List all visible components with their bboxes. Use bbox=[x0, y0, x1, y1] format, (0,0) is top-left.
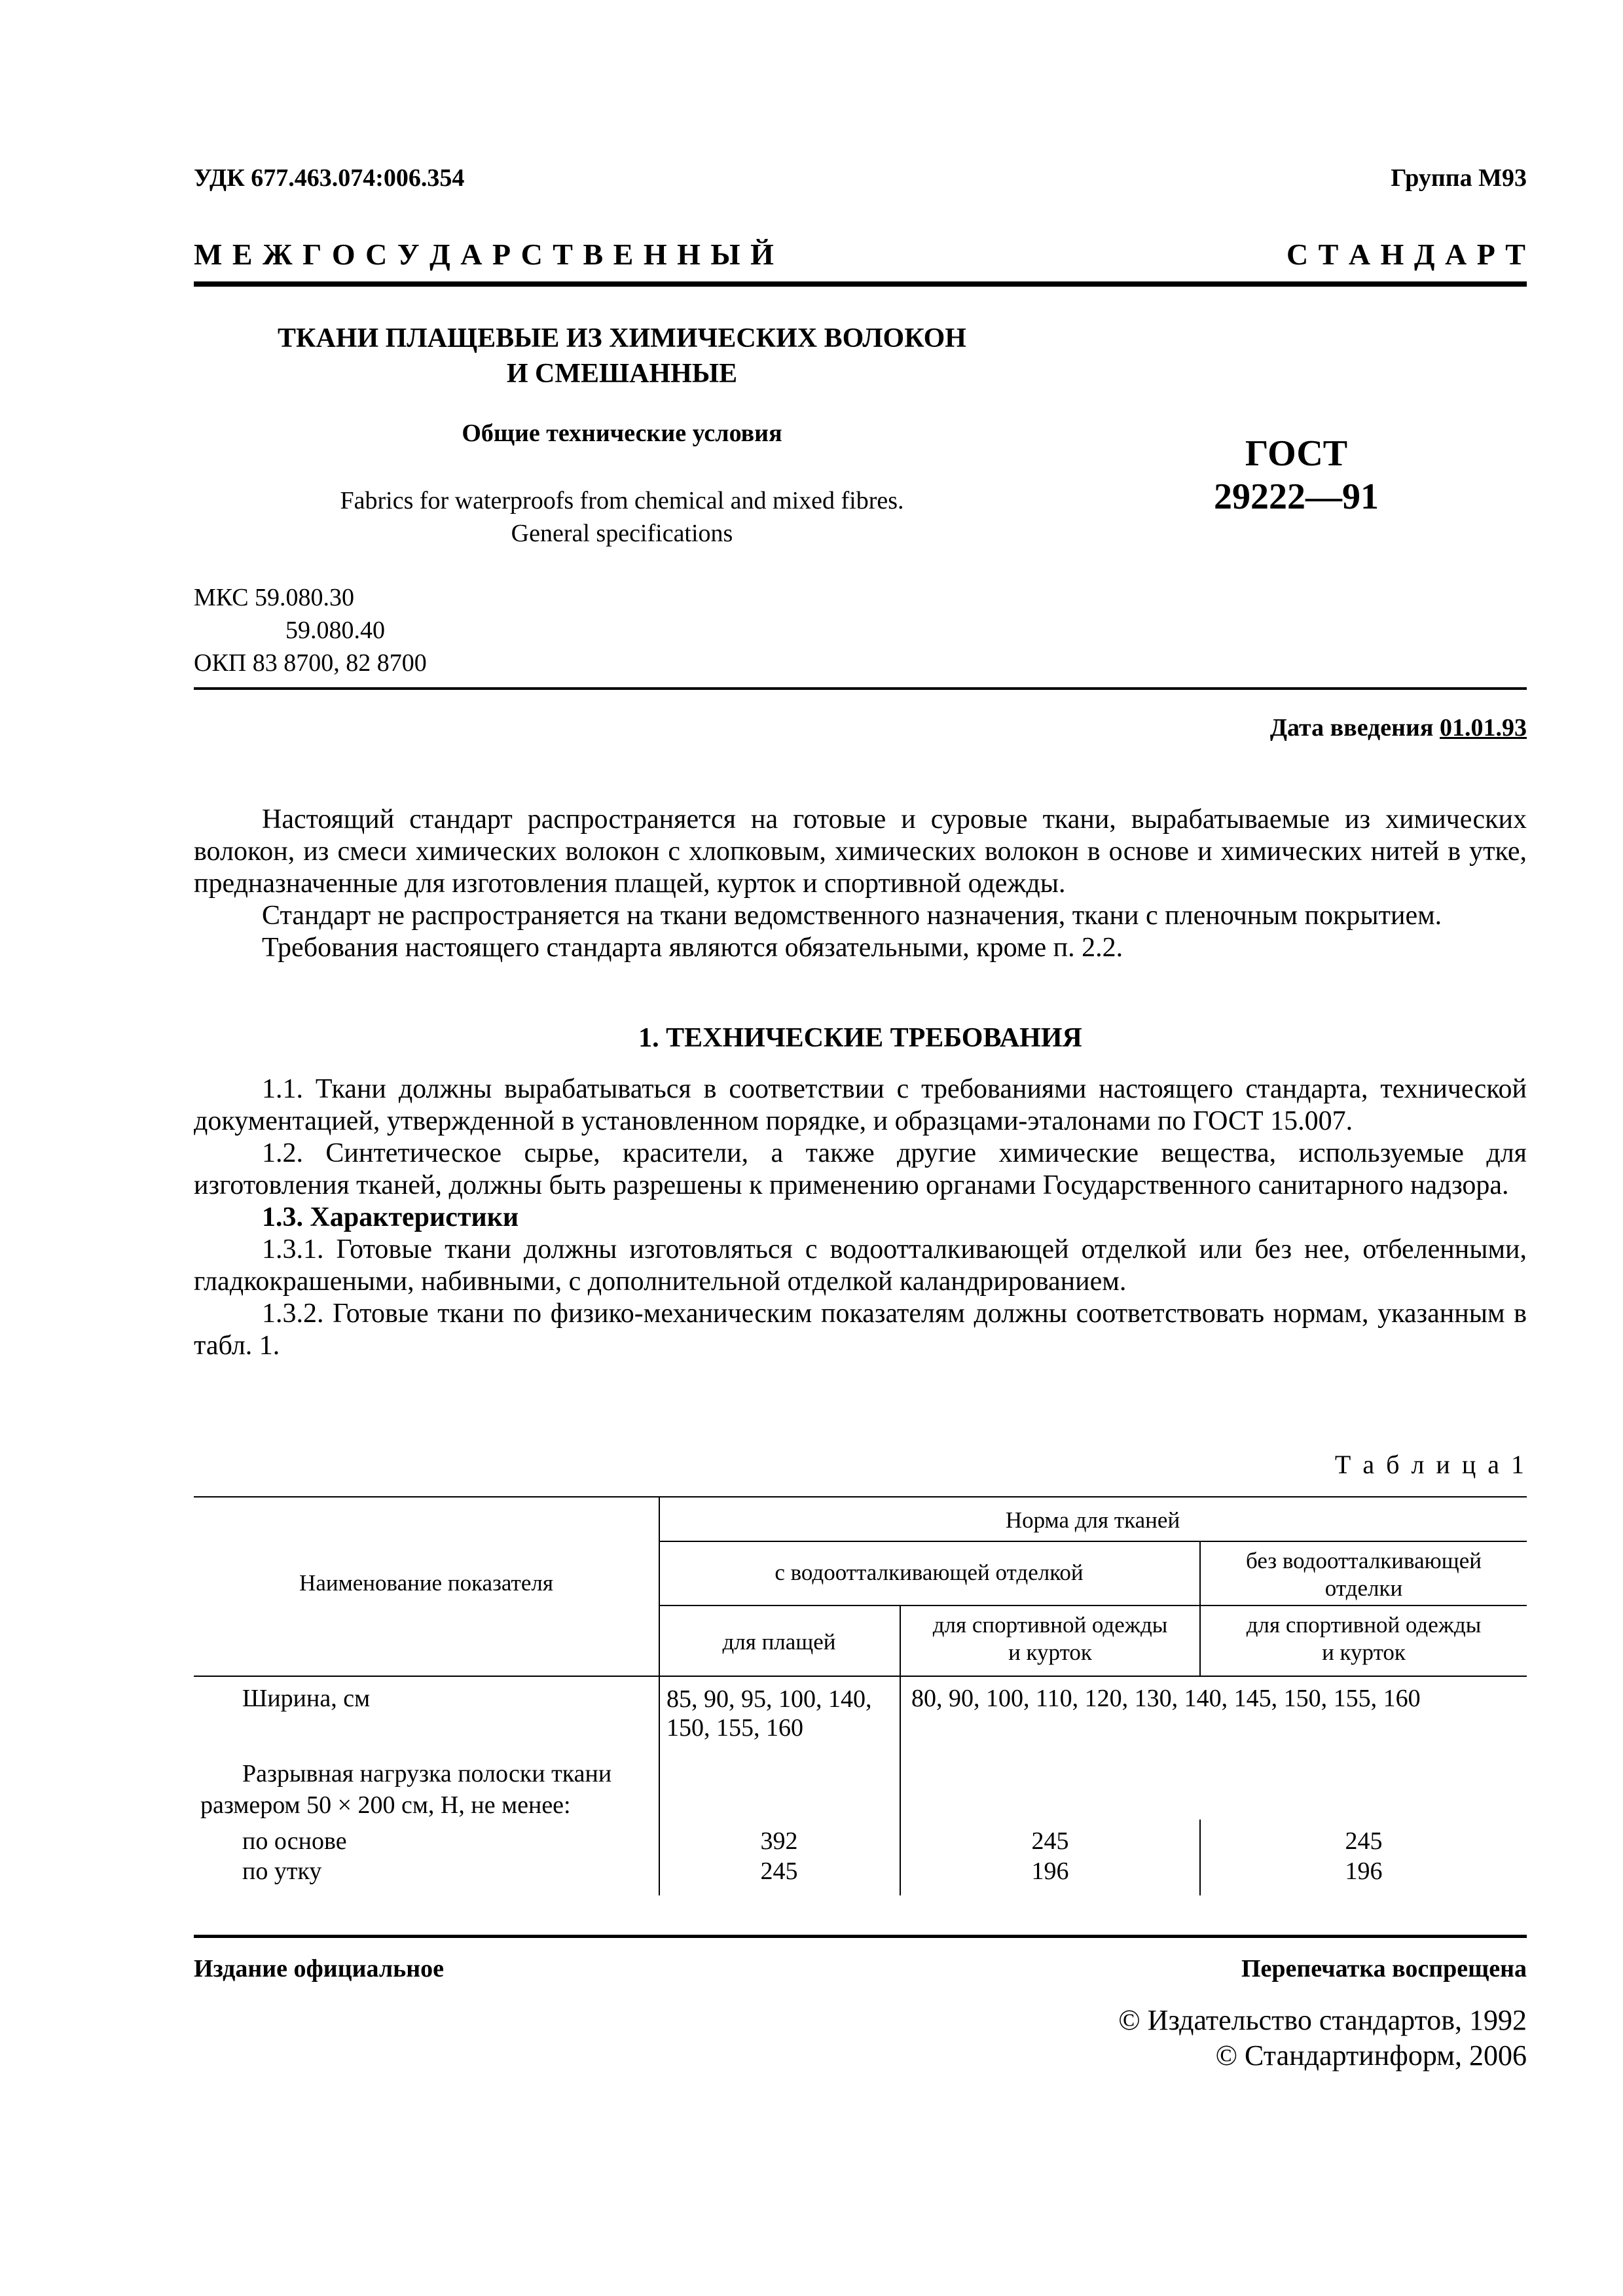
header-thick-rule bbox=[194, 281, 1527, 287]
document-subtitle: Общие технические условия bbox=[462, 420, 782, 447]
th-sport-line-1: для спортивной одежды bbox=[932, 1612, 1168, 1638]
col-sport-values bbox=[901, 1826, 1199, 1886]
intro-paragraph-1: Настоящий стандарт распространяется на готовые и суровые ткани, вырабатываемые из химических волокон, из смеси химических волокон с хлопковым, химических волокон в основе и химических нитей в утке, предназначенные для изготовления плащей, курток и спортивной одежды. bbox=[194, 804, 1527, 899]
standard-word-interstate: М Е Ж Г О С У Д А Р С Т В Е Н Н Ы Й bbox=[194, 238, 775, 271]
clause-1-3-1: 1.3.1. Готовые ткани должны изготовляться с водоотталкивающей отделкой или без нее, отбеленными, гладкокрашеными, набивными, с дополнительной отделкой каландрированием. bbox=[194, 1234, 1527, 1297]
row-warp-label: по основе bbox=[242, 1827, 347, 1855]
table-header-bottom-rule bbox=[194, 1676, 1527, 1677]
row-load-directions bbox=[242, 1826, 347, 1886]
th-indicator: Наименование показателя bbox=[299, 1570, 553, 1596]
english-title bbox=[216, 484, 1028, 550]
introduction-date-label: Дата введения bbox=[1269, 714, 1434, 742]
official-edition: Издание официальное bbox=[194, 1955, 445, 1982]
th-with-finish: с водоотталкивающей отделкой bbox=[775, 1560, 1084, 1585]
footer-rule bbox=[194, 1935, 1527, 1938]
th-sport-with-finish bbox=[901, 1611, 1199, 1666]
row-width-label: Ширина, см bbox=[242, 1685, 371, 1712]
th-without-finish bbox=[1201, 1547, 1527, 1602]
english-title-line-1: Fabrics for waterproofs from chemical and mixed fibres. bbox=[340, 487, 904, 514]
reprint-prohibited: Перепечатка воспрещена bbox=[1241, 1955, 1527, 1982]
intro-paragraph-3: Требования настоящего стандарта являются обязательными, кроме п. 2.2. bbox=[262, 933, 1123, 963]
clause-1-3-2: 1.3.2. Готовые ткани по физико-механическим показателям должны соответствовать нормам, указанным в табл. 1. bbox=[194, 1299, 1527, 1361]
intro-paragraph-2: Стандарт не распространяется на ткани ведомственного назначения, ткани с пленочным покрытием. bbox=[262, 901, 1442, 931]
copyright-line-2: © Стандартинформ, 2006 bbox=[1215, 2039, 1527, 2072]
gost-designation bbox=[1165, 432, 1427, 518]
section-1-heading: 1. ТЕХНИЧЕСКИЕ ТРЕБОВАНИЯ bbox=[638, 1023, 1082, 1053]
clause-1-1: 1.1. Ткани должны вырабатываться в соответствии с требованиями настоящего стандарта, технической документацией, утвержденной в установленном порядке, и образцами-эталонами по ГОСТ 15.007. bbox=[194, 1074, 1527, 1136]
row-load-label bbox=[200, 1758, 652, 1821]
warp-sport: 245 bbox=[1031, 1827, 1069, 1855]
row-width-coats-line-2: 150, 155, 160 bbox=[666, 1714, 803, 1742]
weft-sport2: 196 bbox=[1345, 1857, 1383, 1885]
copyright-line-1: © Издательство стандартов, 1992 bbox=[1118, 2004, 1527, 2036]
classification-rule bbox=[194, 687, 1527, 690]
clause-1-2: 1.2. Синтетическое сырье, красители, а также другие химические вещества, используемые для изготовления тканей, должны быть разрешены к применению органами Государственного санитарного надзора. bbox=[194, 1138, 1527, 1200]
title-line-2: И СМЕШАННЫЕ bbox=[506, 359, 738, 389]
introduction-text bbox=[194, 804, 1527, 964]
gost-number: 29222—91 bbox=[1214, 476, 1379, 517]
th-sport2-line-2: и курток bbox=[1322, 1640, 1406, 1665]
table-subgroup-rule bbox=[659, 1605, 1527, 1606]
standard-word-standard: С Т А Н Д А Р Т bbox=[1286, 238, 1527, 271]
th-sport-without-finish bbox=[1201, 1611, 1527, 1666]
group-code: Группа М93 bbox=[1391, 164, 1527, 192]
title-line-1: ТКАНИ ПЛАЩЕВЫЕ ИЗ ХИМИЧЕСКИХ ВОЛОКОН bbox=[278, 323, 966, 353]
table-norm-rule bbox=[659, 1541, 1527, 1542]
okp-code: ОКП 83 8700, 82 8700 bbox=[194, 649, 427, 677]
clause-1-3-heading: 1.3. Характеристики bbox=[262, 1202, 519, 1232]
row-weft-label: по утку bbox=[242, 1857, 322, 1885]
udk-code: УДК 677.463.074:006.354 bbox=[194, 164, 465, 192]
table-1-caption: Т а б л и ц а 1 bbox=[1334, 1450, 1527, 1479]
th-sport-line-2: и курток bbox=[1008, 1640, 1092, 1665]
english-title-line-2: General specifications bbox=[511, 520, 733, 547]
standard-type-heading bbox=[194, 237, 1527, 272]
col-sport2-values bbox=[1201, 1826, 1527, 1886]
th-sport2-line-1: для спортивной одежды bbox=[1246, 1612, 1482, 1638]
row-load-label-line-1: Разрывная нагрузка полоски ткани bbox=[242, 1760, 612, 1787]
row-width-coats-line-1: 85, 90, 95, 100, 140, bbox=[666, 1685, 872, 1713]
th-norm: Норма для тканей bbox=[1005, 1507, 1180, 1533]
table-top-rule bbox=[194, 1496, 1527, 1498]
weft-sport: 196 bbox=[1031, 1857, 1069, 1885]
mks-code-2: 59.080.40 bbox=[285, 617, 385, 644]
th-without-finish-line-2: отделки bbox=[1324, 1575, 1403, 1601]
col-coats-values bbox=[659, 1826, 900, 1886]
document-title bbox=[216, 321, 1028, 391]
row-width-other: 80, 90, 100, 110, 120, 130, 140, 145, 150, 155, 160 bbox=[911, 1685, 1421, 1712]
introduction-date bbox=[1270, 713, 1527, 742]
warp-sport2: 245 bbox=[1345, 1827, 1383, 1855]
copyright-notice bbox=[1118, 2003, 1527, 2073]
th-coats: для плащей bbox=[722, 1629, 836, 1655]
section-1-text bbox=[194, 1073, 1527, 1362]
warp-coats: 392 bbox=[760, 1827, 798, 1855]
weft-coats: 245 bbox=[760, 1857, 798, 1885]
classification-codes bbox=[194, 581, 427, 679]
introduction-date-value: 01.01.93 bbox=[1440, 714, 1527, 742]
gost-label: ГОСТ bbox=[1245, 433, 1348, 474]
th-without-finish-line-1: без водоотталкивающей bbox=[1245, 1548, 1482, 1573]
row-load-label-line-2: размером 50 × 200 см, Н, не менее: bbox=[200, 1791, 571, 1819]
row-width-coats bbox=[666, 1685, 872, 1742]
mks-code-1: МКС 59.080.30 bbox=[194, 584, 355, 611]
